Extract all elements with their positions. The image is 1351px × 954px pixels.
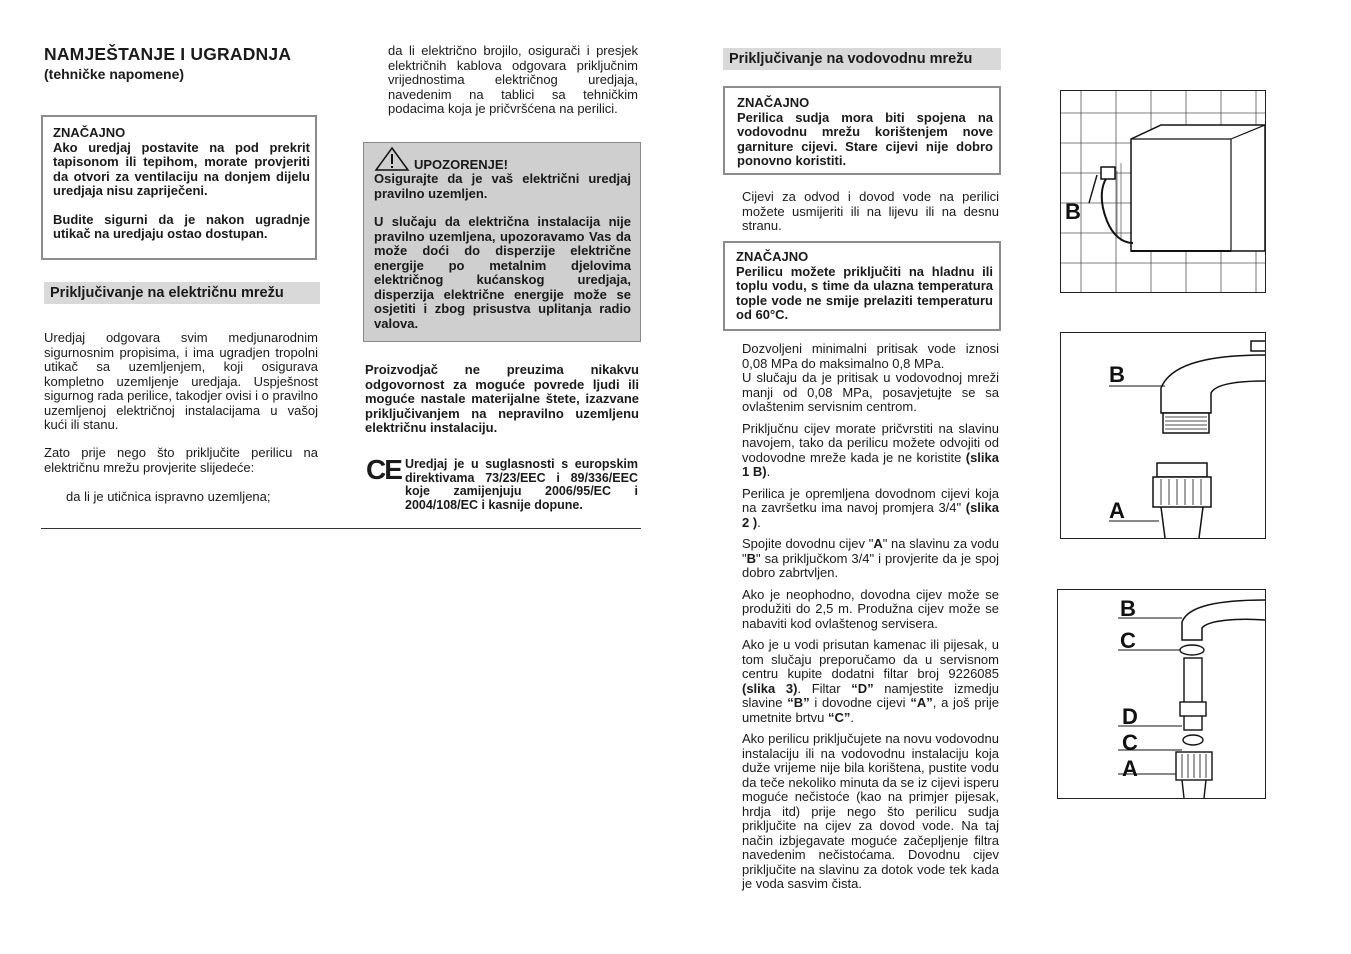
note-heading: ZNAČAJNO (736, 249, 809, 264)
page-subtitle: (tehničke napomene) (44, 66, 185, 82)
note-text-ventilation: Ako uredjaj postavite na pod prekrit tapisonom ili tepihom, morate provjeriti da otvori za ventilaciju na donjem dijelu uredjaja nisu zapriječeni. (53, 139, 310, 198)
note-heading: ZNAČAJNO (737, 95, 810, 110)
warning-text-dispersion: U slučaju da električna instalacija nije pravilno uzemljena, upozoravamo Vas da može doći do disperzije električne energije po metalnim djelovima električnog kućanskog uredjaja, disperzija električne energije može se osjetiti i zbog prisustva uplitanja radio valova. (374, 214, 631, 331)
warning-text-ground: Osigurajte da je vaš električni uredjaj pravilno uzemljen. (374, 171, 631, 201)
figure-1-label-b: B (1065, 199, 1081, 224)
figure-3-label-c-lower: C (1122, 730, 1138, 755)
paragraph-hose-thread: Perilica je opremljena dovodnom cijevi koja na završetku ima navoj promjera 3/4" (slika 2 ). (742, 485, 999, 530)
note-text-new-hoses: Perilica sudja mora biti spojena na vodovodnu mrežu korištenjem nove garniture cijevi. Stare cijevi nije dobro ponovno koristiti. (737, 109, 993, 168)
paragraph-safety: Uredjaj odgovara svim medjunarodnim sigurnosnim propisima, i ima ugradjen tropolni utikač sa uzemljenjem, koji osigurava kompletno uzemljenje uredjaja. Uspješnost sigurnog rada perilice, takodjer ovisi i o pravilno uzemljenoj električnoj instalacijama u vašoj kući ili stanu. (44, 330, 318, 432)
divider-line (41, 528, 641, 529)
paragraph-liability: Proizvodjač ne preuzima nikakvu odgovornost za moguće povrede ljudi ili moguće nastale materijalne štete, izazvane priključivanjem na nepravilno uzemljenu električnu instalaciju. (365, 362, 639, 435)
page-title: NAMJEŠTANJE I UGRADNJA (44, 44, 292, 64)
paragraph-pressure-range: Dozvoljeni minimalni pritisak vode iznosi 0,08 MPa do maksimalno 0,8 MPa. (742, 341, 999, 371)
note-box-temperature (723, 241, 1001, 331)
paragraph-low-pressure: U slučaju da je pritisak u vodovodnoj mreži manji od 0,08 MPa, posavjetujte se sa ovlaštenim servisnim centrom. (742, 370, 999, 414)
warning-triangle-icon (374, 146, 410, 172)
note-box-new-hoses (723, 86, 1001, 175)
warning-heading: UPOZORENJE! (414, 156, 508, 172)
figure-2-tap-hose (1060, 332, 1266, 539)
figure-3-label-d: D (1122, 704, 1138, 729)
figure-3-label-c-upper: C (1120, 628, 1136, 653)
figure-3-filter (1057, 589, 1266, 799)
figure-3-label-b: B (1120, 596, 1136, 621)
figure-2-label-a: A (1109, 498, 1125, 523)
checklist-item-meter: da li električno brojilo, osigurači i presjek električnih kablova odgovara priključnim vrijednostima električnog uredjaja, navedenim na tablici sa tehničkim podacima koja je pričvršćena na perilici. (388, 43, 638, 116)
figure-3-label-a: A (1122, 756, 1138, 781)
note-text-temperature: Perilicu možete priključiti na hladnu ili toplu vodu, s time da ulazna temperatura tople vode ne smije prelaziti temperaturu od 60°C. (736, 263, 993, 322)
ce-compliance-text: Uredjaj je u suglasnosti s europskim direktivama 73/23/EEC i 89/336/EEC koje zamijenjuju 2006/95/EC i 2004/108/EC i kasnije dopune. (405, 457, 638, 512)
checklist-item-socket: da li je utičnica ispravno uzemljena; (66, 489, 271, 504)
figure-1-dishwasher (1060, 90, 1266, 293)
note-box-ventilation (41, 115, 317, 260)
warning-box (363, 142, 641, 342)
water-connection-text (742, 342, 999, 892)
note-heading: ZNAČAJNO (53, 125, 126, 140)
paragraph-check: Zato prije nego što priključite perilicu na električnu mrežu provjerite slijedeće: (44, 445, 318, 475)
ce-mark-icon: CE (366, 454, 401, 485)
paragraph-connect-hose: Spojite dovodnu cijev "A" na slavinu za vodu "B" sa priključkom 3/4" i provjerite da je spoj dobro zabrtvljen. (742, 536, 999, 580)
note-text-plug: Budite sigurni da je nakon ugradnje utikač na uredjaju ostao dostupan. (53, 211, 310, 241)
figure-2-label-b: B (1109, 362, 1125, 387)
paragraph-hose-direction: Cijevi za odvod i dovod vode na perilici možete usmijeriti ili na lijevu ili na desnu stranu. (742, 189, 999, 233)
section-title-water: Priključivanje na vodovodnu mrežu (723, 48, 1001, 70)
section-title-electrical: Priključivanje na električnu mrežu (44, 282, 320, 304)
paragraph-extension: Ako je neophodno, dovodna cijev može se produžiti do 2,5 m. Produžna cijev može se nabaviti kod ovlaštenog servisera. (742, 586, 999, 631)
paragraph-tap-thread: Priključnu cijev morate pričvrstiti na slavinu navojem, tako da perilicu možete odvojiti od vodovodne mreže kada je ne koristite (slika 1 B). (742, 420, 999, 479)
paragraph-flush: Ako perilicu priključujete na novu vodovodnu instalaciju ili na vodovodnu instalaciju koja duže vrijeme nije bila korištena, pustite vodu da teče nekoliko minuta da se iz cijevi isperu moguće nečistoće (kao na primjer pijesak, hrdja itd) prije nego što perilicu sudja priključite na cijev za dovod vode. Na taj način izbjegavate moguće začepljenje filtra navedenim nečistoćama. Dovodnu cijev priključite na slavinu za dotok vode tek kada je voda sasvim čista. (742, 731, 999, 891)
paragraph-filter: Ako je u vodi prisutan kamenac ili pijesak, u tom slučaju preporučamo da u servisnom centru kupite dodatni filtar broj 9226085 (slika 3). Filtar “D” namjestite izmedju slavine “B” i dovodne cijevi “A”, a još prije umetnite brtvu “C”. (742, 637, 999, 725)
